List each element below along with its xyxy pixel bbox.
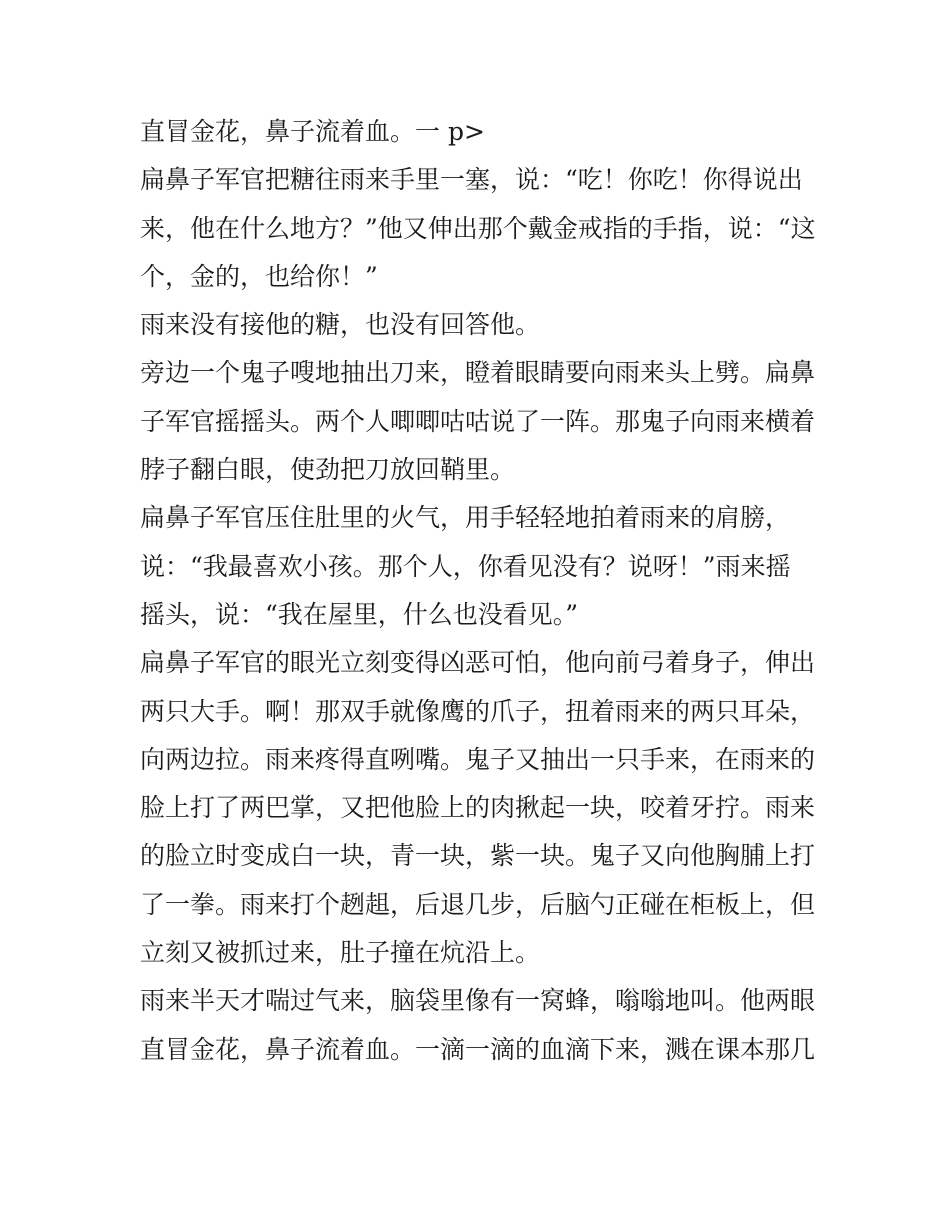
text-line: 两只大手。啊！那双手就像鹰的爪子，扭着雨来的两只耳朵， <box>140 696 816 726</box>
text-line: 扁鼻子军官把糖往雨来手里一塞，说：“吃！你吃！你得说出 <box>140 165 803 195</box>
text-line: 向两边拉。雨来疼得直咧嘴。鬼子又抽出一只手来，在雨来的 <box>140 744 816 774</box>
paragraph-7 <box>140 977 820 1074</box>
text-line: 子军官摇摇头。两个人唧唧咕咕说了一阵。那鬼子向雨来横着 <box>140 406 816 436</box>
text-line: 直冒金花，鼻子流着血。一 p> <box>140 117 485 146</box>
text-line: 雨来没有接他的糖，也没有回答他。 <box>140 310 541 340</box>
text-line: 雨来半天才喘过气来，脑袋里像有一窝蜂，嗡嗡地叫。他两眼 <box>140 986 816 1016</box>
paragraph-2 <box>140 156 820 301</box>
text-line: 直冒金花，鼻子流着血。一滴一滴的血滴下来，溅在课本那几 <box>140 1034 816 1064</box>
text-line: 来，他在什么地方？”他又伸出那个戴金戒指的手指，说：“这 <box>140 213 816 243</box>
text-line: 旁边一个鬼子嗖地抽出刀来，瞪着眼睛要向雨来头上劈。扁鼻 <box>140 358 816 388</box>
text-line: 立刻又被抓过来，肚子撞在炕沿上。 <box>140 938 541 968</box>
paragraph-5 <box>140 494 820 639</box>
text-line: 扁鼻子军官压住肚里的火气，用手轻轻地拍着雨来的肩膀， <box>140 503 791 533</box>
text-line: 摇头，说：“我在屋里，什么也没看见。” <box>140 599 579 629</box>
paragraph-3 <box>140 301 820 349</box>
text-line: 个，金的，也给你！” <box>140 261 378 291</box>
text-block <box>140 108 820 1074</box>
text-line: 扁鼻子军官的眼光立刻变得凶恶可怕，他向前弓着身子，伸出 <box>140 648 816 678</box>
text-line: 了一拳。雨来打个趔趄，后退几步，后脑勺正碰在柜板上，但 <box>140 889 816 919</box>
paragraph-1 <box>140 108 820 156</box>
text-line: 的脸立时变成白一块，青一块，紫一块。鬼子又向他胸脯上打 <box>140 841 816 871</box>
paragraph-4 <box>140 349 820 494</box>
text-line: 说：“我最喜欢小孩。那个人，你看见没有？说呀！”雨来摇 <box>140 551 791 581</box>
text-line: 脸上打了两巴掌，又把他脸上的肉揪起一块，咬着牙拧。雨来 <box>140 793 816 823</box>
paragraph-6 <box>140 639 820 977</box>
text-line: 脖子翻白眼，使劲把刀放回鞘里。 <box>140 455 516 485</box>
